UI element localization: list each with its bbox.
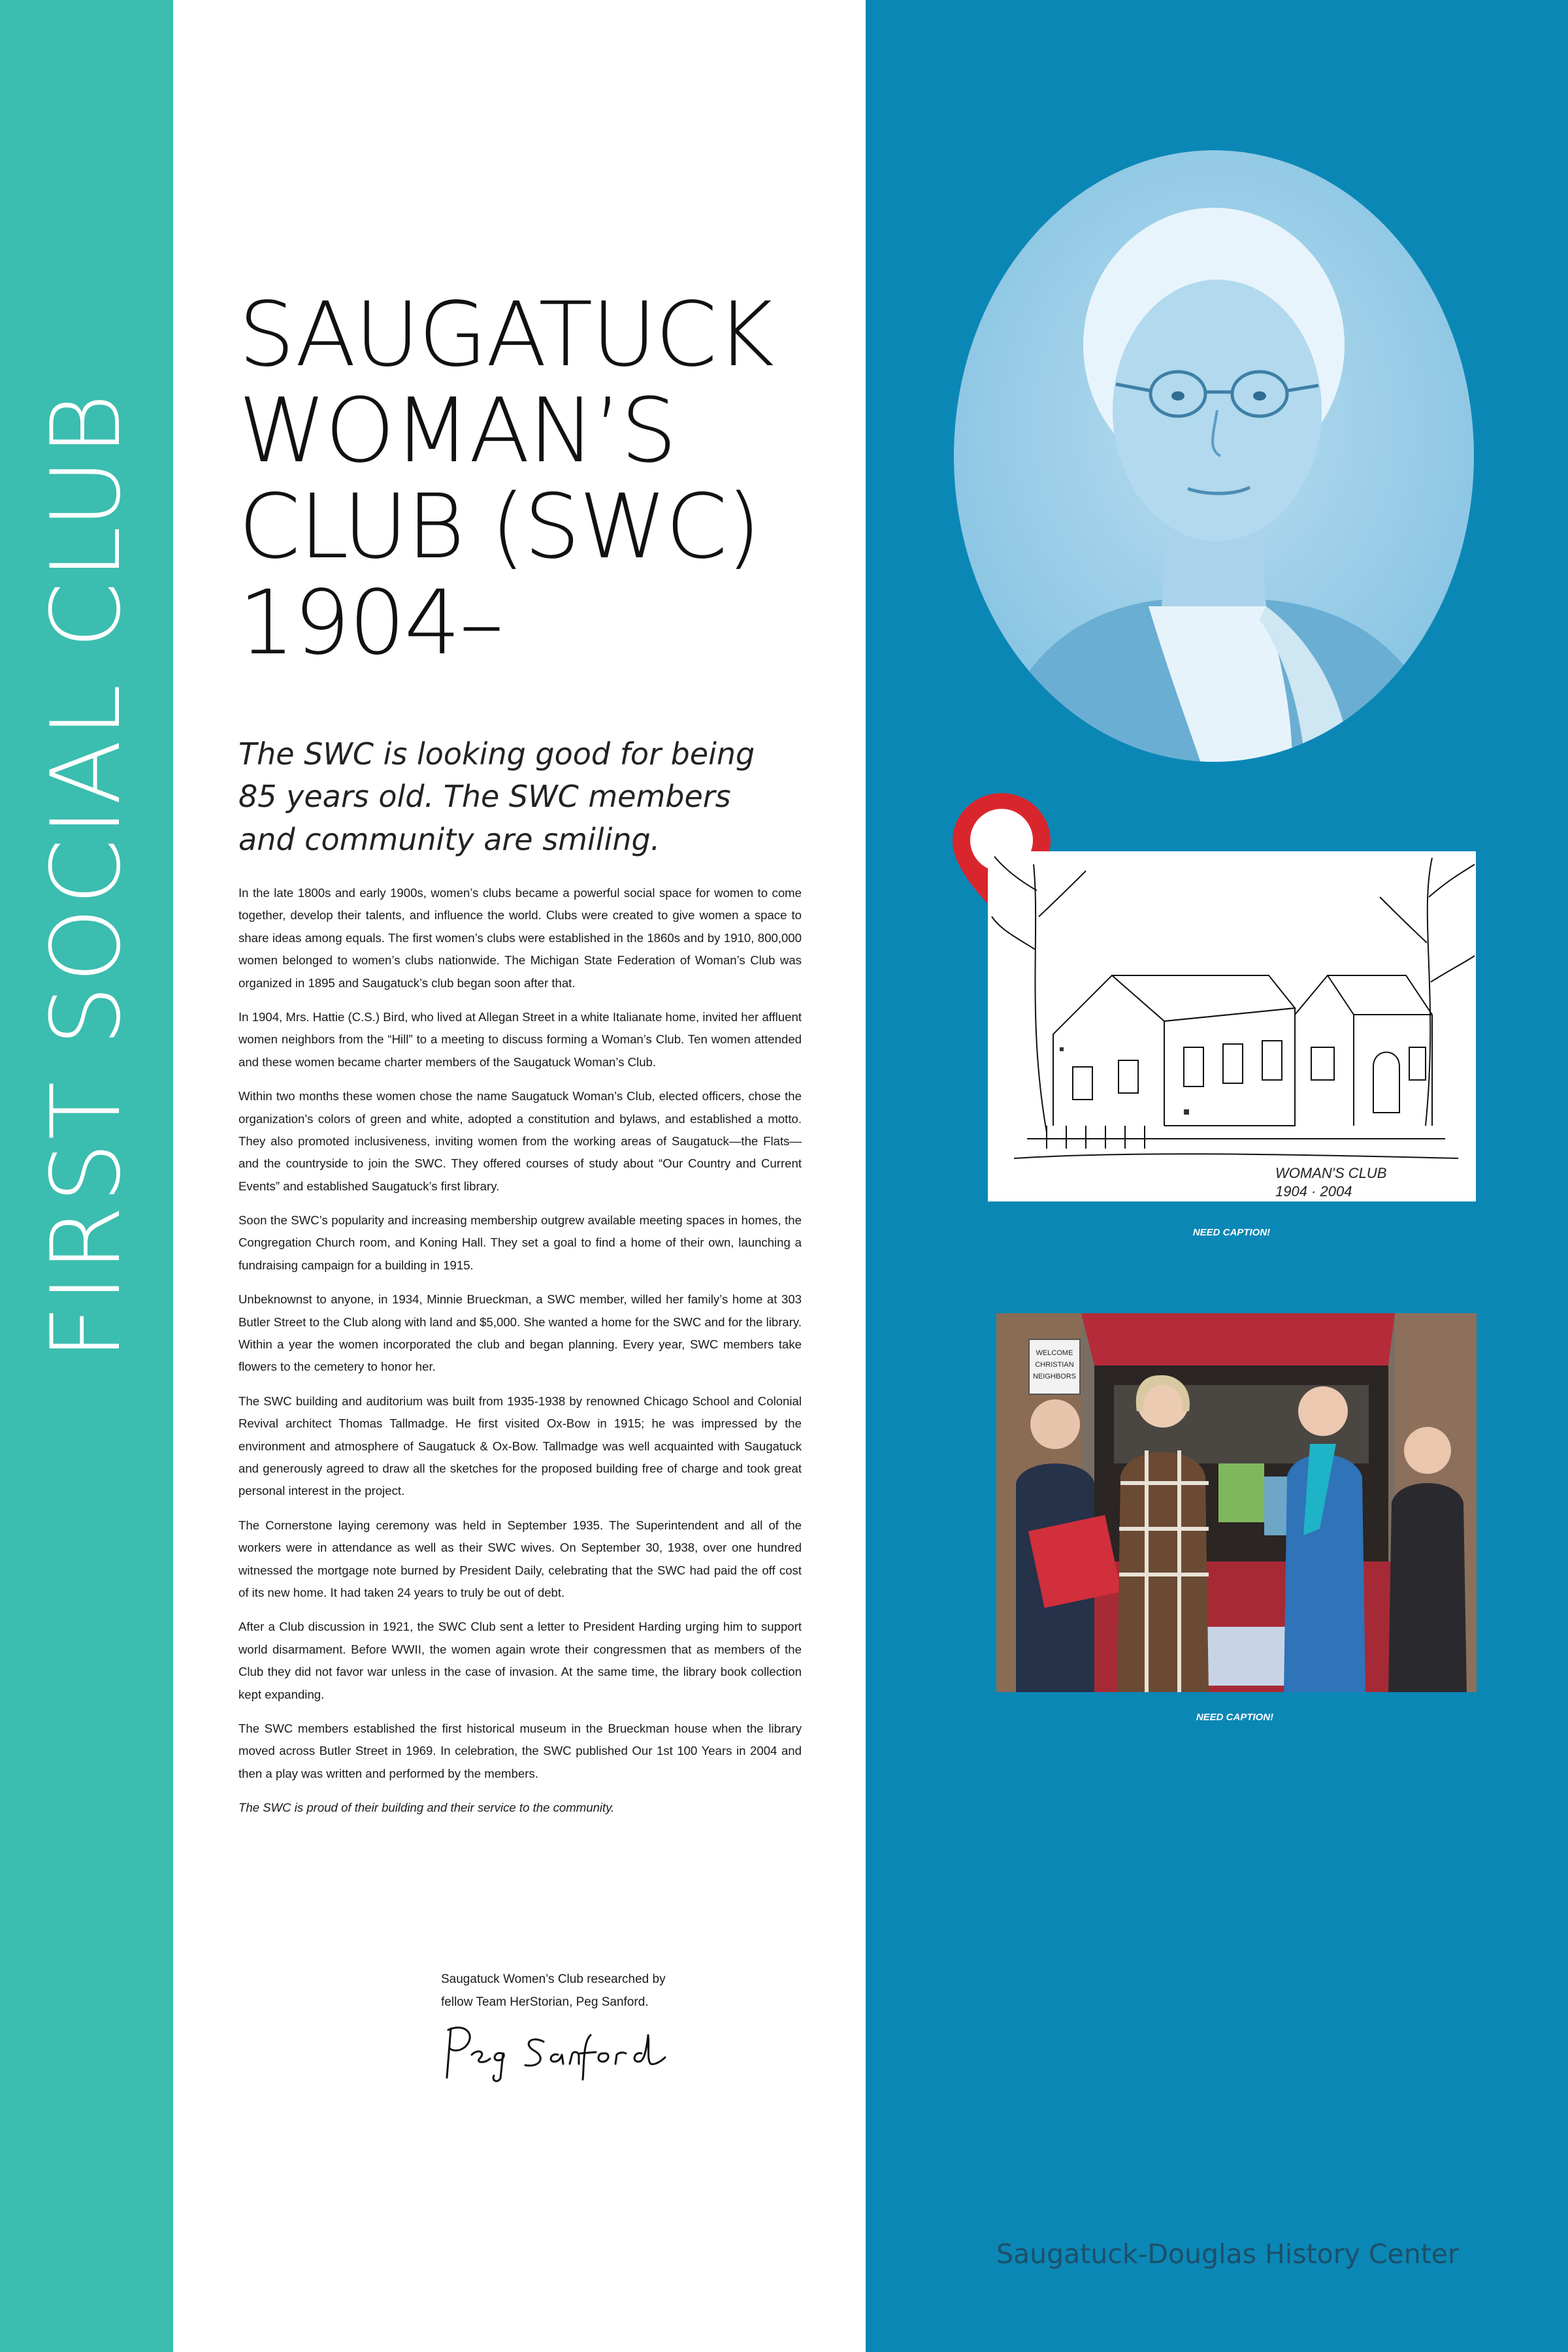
paragraph: Within two months these women chose the name Saugatuck Woman’s Club, elected officers, chose the organization’s colors of green and white, adopted a constitution and bylaws, and established a motto. They also promoted inclusiveness, inviting women from the working areas of Saugatuck—the Flats— and the countryside to join the SWC. They offered courses of study about “Our Country and Current Events” and established Saugatuck’s first library. [238,1089,802,1193]
building-sketch [988,851,1476,1201]
paragraph: In the late 1800s and early 1900s, women’s clubs became a powerful social space for women to come together, develop their talents, and influence the world. Clubs were created to give women a space to share ideas among equals. The first women’s clubs were established in the 1860s and by 1910, 800,000 women belonged to women’s clubs nationwide. The Michigan State Federation of Woman’s Club was organized in 1895 and Saugatuck’s club began soon after that. [238,886,802,990]
page-title [238,284,840,675]
credit-line-1: Saugatuck Women’s Club researched by [441,1972,666,1986]
sketch-caption: NEED CAPTION! [1192,1227,1271,1238]
section-heading-vertical: FIRST SOCIAL CLUB [31,391,142,1360]
sign-line-2: CHRISTIAN [1035,1361,1074,1369]
paragraph: After a Club discussion in 1921, the SWC Club sent a letter to President Harding urging him to support world disarmament. Before WWII, the women again wrote their congressmen that as members of the Club they did not favor war unless in the case of invasion. At the same time, the library book collection kept expanding. [238,1620,802,1701]
photo-caption: NEED CAPTION! [1196,1712,1274,1723]
title-line-2: WOMAN’S [238,379,676,483]
sign-line-1: WELCOME [1036,1349,1073,1357]
title-line-3: CLUB (SWC) [238,475,760,579]
sketch-label-line-1: WOMAN'S CLUB [1275,1165,1387,1181]
body-text [238,882,802,1831]
paragraph: Unbeknownst to anyone, in 1934, Minnie Brueckman, a SWC member, willed her family’s home at 303 Butler Street to the Club along with land and $5,000. She wanted a home for the SWC and for the library. Within a year the women incorporated the club and began planning. Every year, SWC members take flowers to the cemetery to honor her. [238,1292,802,1374]
subtitle [238,733,826,861]
paragraph: The SWC members established the first historical museum in the Brueckman house when the library moved across Butler Street in 1969. In celebration, the SWC published Our 1st 100 Years in 2004 and then a play was written and performed by the members. [238,1721,802,1780]
group-photo [996,1313,1477,1692]
sketch-label-line-2: 1904 · 2004 [1275,1183,1352,1200]
title-line-1: SAUGATUCK [238,284,774,387]
portrait-photo [953,149,1475,763]
closing-statement: The SWC is proud of their building and their service to the community. [238,1801,615,1815]
handwritten-signature [439,2016,674,2087]
sign-line-3: NEIGHBORS [1032,1373,1077,1380]
subtitle-line-1: The SWC is looking good for being [238,736,755,772]
paragraph: Soon the SWC’s popularity and increasing membership outgrew available meeting spaces in homes, the Congregation Church room, and Koning Hall. They set a goal to find a home of their own, launching a fundraising campaign for a building in 1915. [238,1213,802,1272]
research-credit [441,1968,807,2014]
paragraph: The Cornerstone laying ceremony was held in September 1935. The Superintendent and all of the workers were in attendance as well as their SWC wives. On September 30, 1938, over one hundred witnessed the mortgage note burned by President Daily, celebrating that the SWC had paid the off cost of its new home. It had taken 24 years to truly be out of debt. [238,1518,802,1599]
paragraph: The SWC building and auditorium was built from 1935-1938 by renowned Chicago School and Colonial Revival architect Thomas Tallmadge. He first visited Ox-Bow in 1915; he was impressed by the environment and atmosphere of Saugatuck & Ox-Bow. Tallmadge was well acquainted with Saugatuck and generously agreed to draw all the sketches for the proposed building free of charge and took great personal interest in the project. [238,1394,802,1498]
subtitle-line-3: and community are smiling. [238,821,661,857]
paragraph: In 1904, Mrs. Hattie (C.S.) Bird, who lived at Allegan Street in a white Italianate home, invited her affluent women neighbors from the “Hill” to a meeting to discuss forming a Woman’s Club. Ten women attended and these women became charter members of the Saugatuck Woman’s Club. [238,1009,802,1069]
title-line-4: 1904– [238,571,503,675]
subtitle-line-2: 85 years old. The SWC members [238,779,731,815]
credit-line-2: fellow Team HerStorian, Peg Sanford. [441,1995,649,2010]
organization-credit: Saugatuck-Douglas History Center [996,2238,1459,2270]
